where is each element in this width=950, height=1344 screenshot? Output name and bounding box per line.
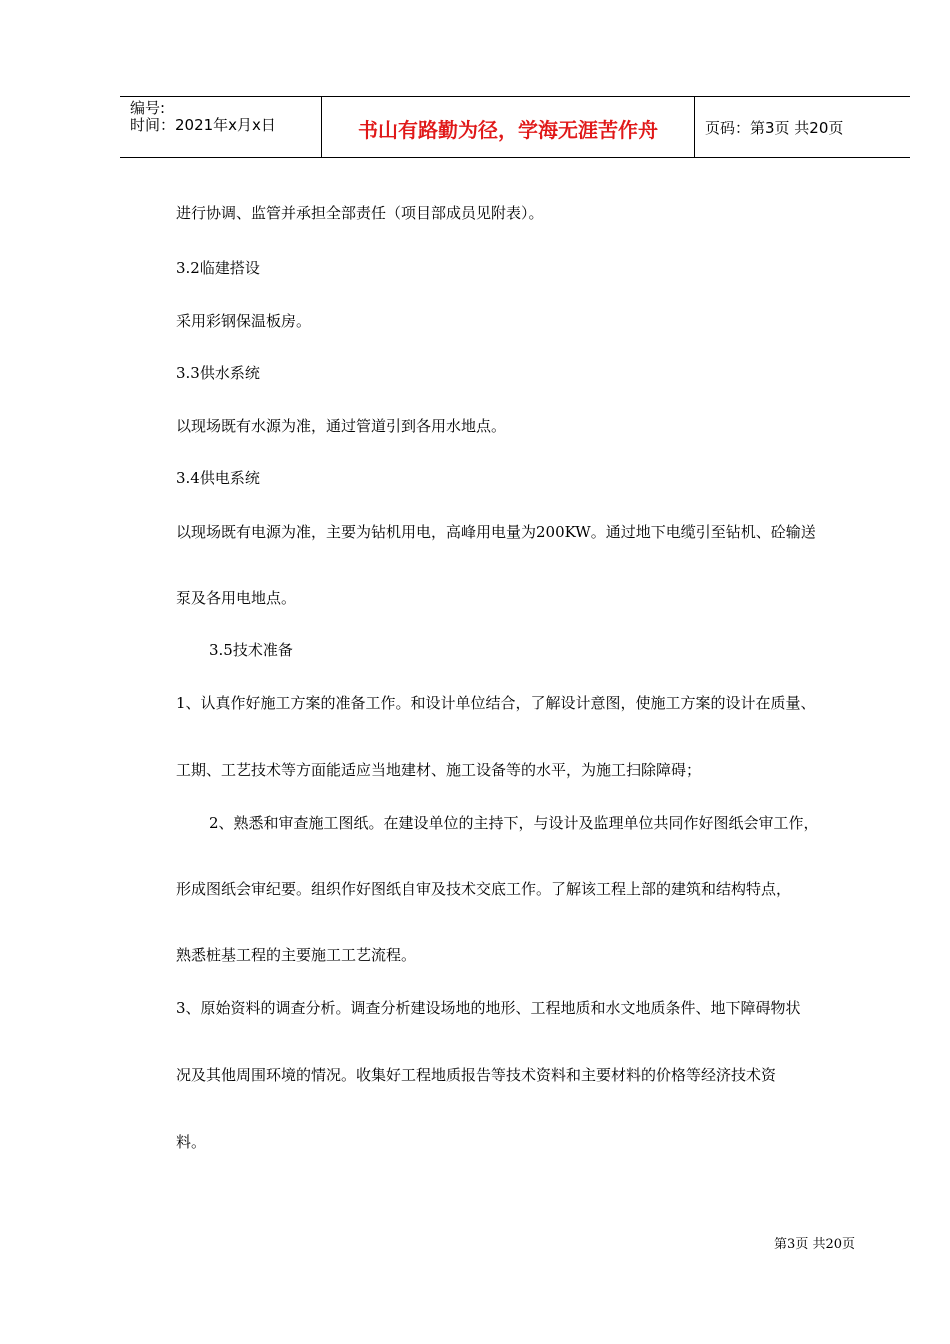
section-heading: 3.5技术准备 [209, 641, 293, 659]
document-header [120, 96, 910, 158]
body-line: 以现场既有电源为准，主要为钻机用电，高峰用电量为200KW。通过地下电缆引至钻机、砼输送 [176, 523, 816, 541]
doc-time-label: 时间：2021年x月x日 [130, 116, 276, 134]
body-line: 料。 [176, 1133, 207, 1151]
body-line: 形成图纸会审纪要。组织作好图纸自审及技术交底工作。了解该工程上部的建筑和结构特点， [176, 880, 792, 898]
body-line: 工期、工艺技术等方面能适应当地建材、施工设备等的水平，为施工扫除障碍； [176, 761, 702, 779]
header-page-info: 页码：第3页 共20页 [705, 119, 844, 137]
body-line: 3、原始资料的调查分析。调查分析建设场地的地形、工程地质和水文地质条件、地下障碍物状 [176, 999, 801, 1017]
body-line: 熟悉桩基工程的主要施工工艺流程。 [176, 946, 417, 964]
section-heading: 3.2临建搭设 [176, 259, 260, 277]
section-heading: 3.3供水系统 [176, 364, 260, 382]
body-line: 况及其他周围环境的情况。收集好工程地质报告等技术资料和主要材料的价格等经济技术资 [176, 1066, 777, 1084]
body-line: 2、熟悉和审查施工图纸。在建设单位的主持下，与设计及监理单位共同作好图纸会审工作， [209, 814, 819, 832]
header-motto-cell [321, 97, 695, 157]
footer-page-info: 第3页 共20页 [774, 1237, 855, 1252]
section-heading: 3.4供电系统 [176, 469, 260, 487]
body-line: 采用彩钢保温板房。 [176, 312, 312, 330]
header-meta-cell [120, 97, 320, 157]
doc-code-label: 编号: [130, 99, 166, 117]
body-line: 以现场既有水源为准，通过管道引到各用水地点。 [176, 417, 507, 435]
body-line: 泵及各用电地点。 [176, 589, 297, 607]
body-line: 进行协调、监管并承担全部责任（项目部成员见附表）。 [176, 204, 544, 222]
header-motto: 书山有路勤为径，学海无涯苦作舟 [358, 118, 658, 142]
header-page-cell [695, 97, 910, 157]
body-line: 1、认真作好施工方案的准备工作。和设计单位结合，了解设计意图，使施工方案的设计在质量、 [176, 694, 816, 712]
